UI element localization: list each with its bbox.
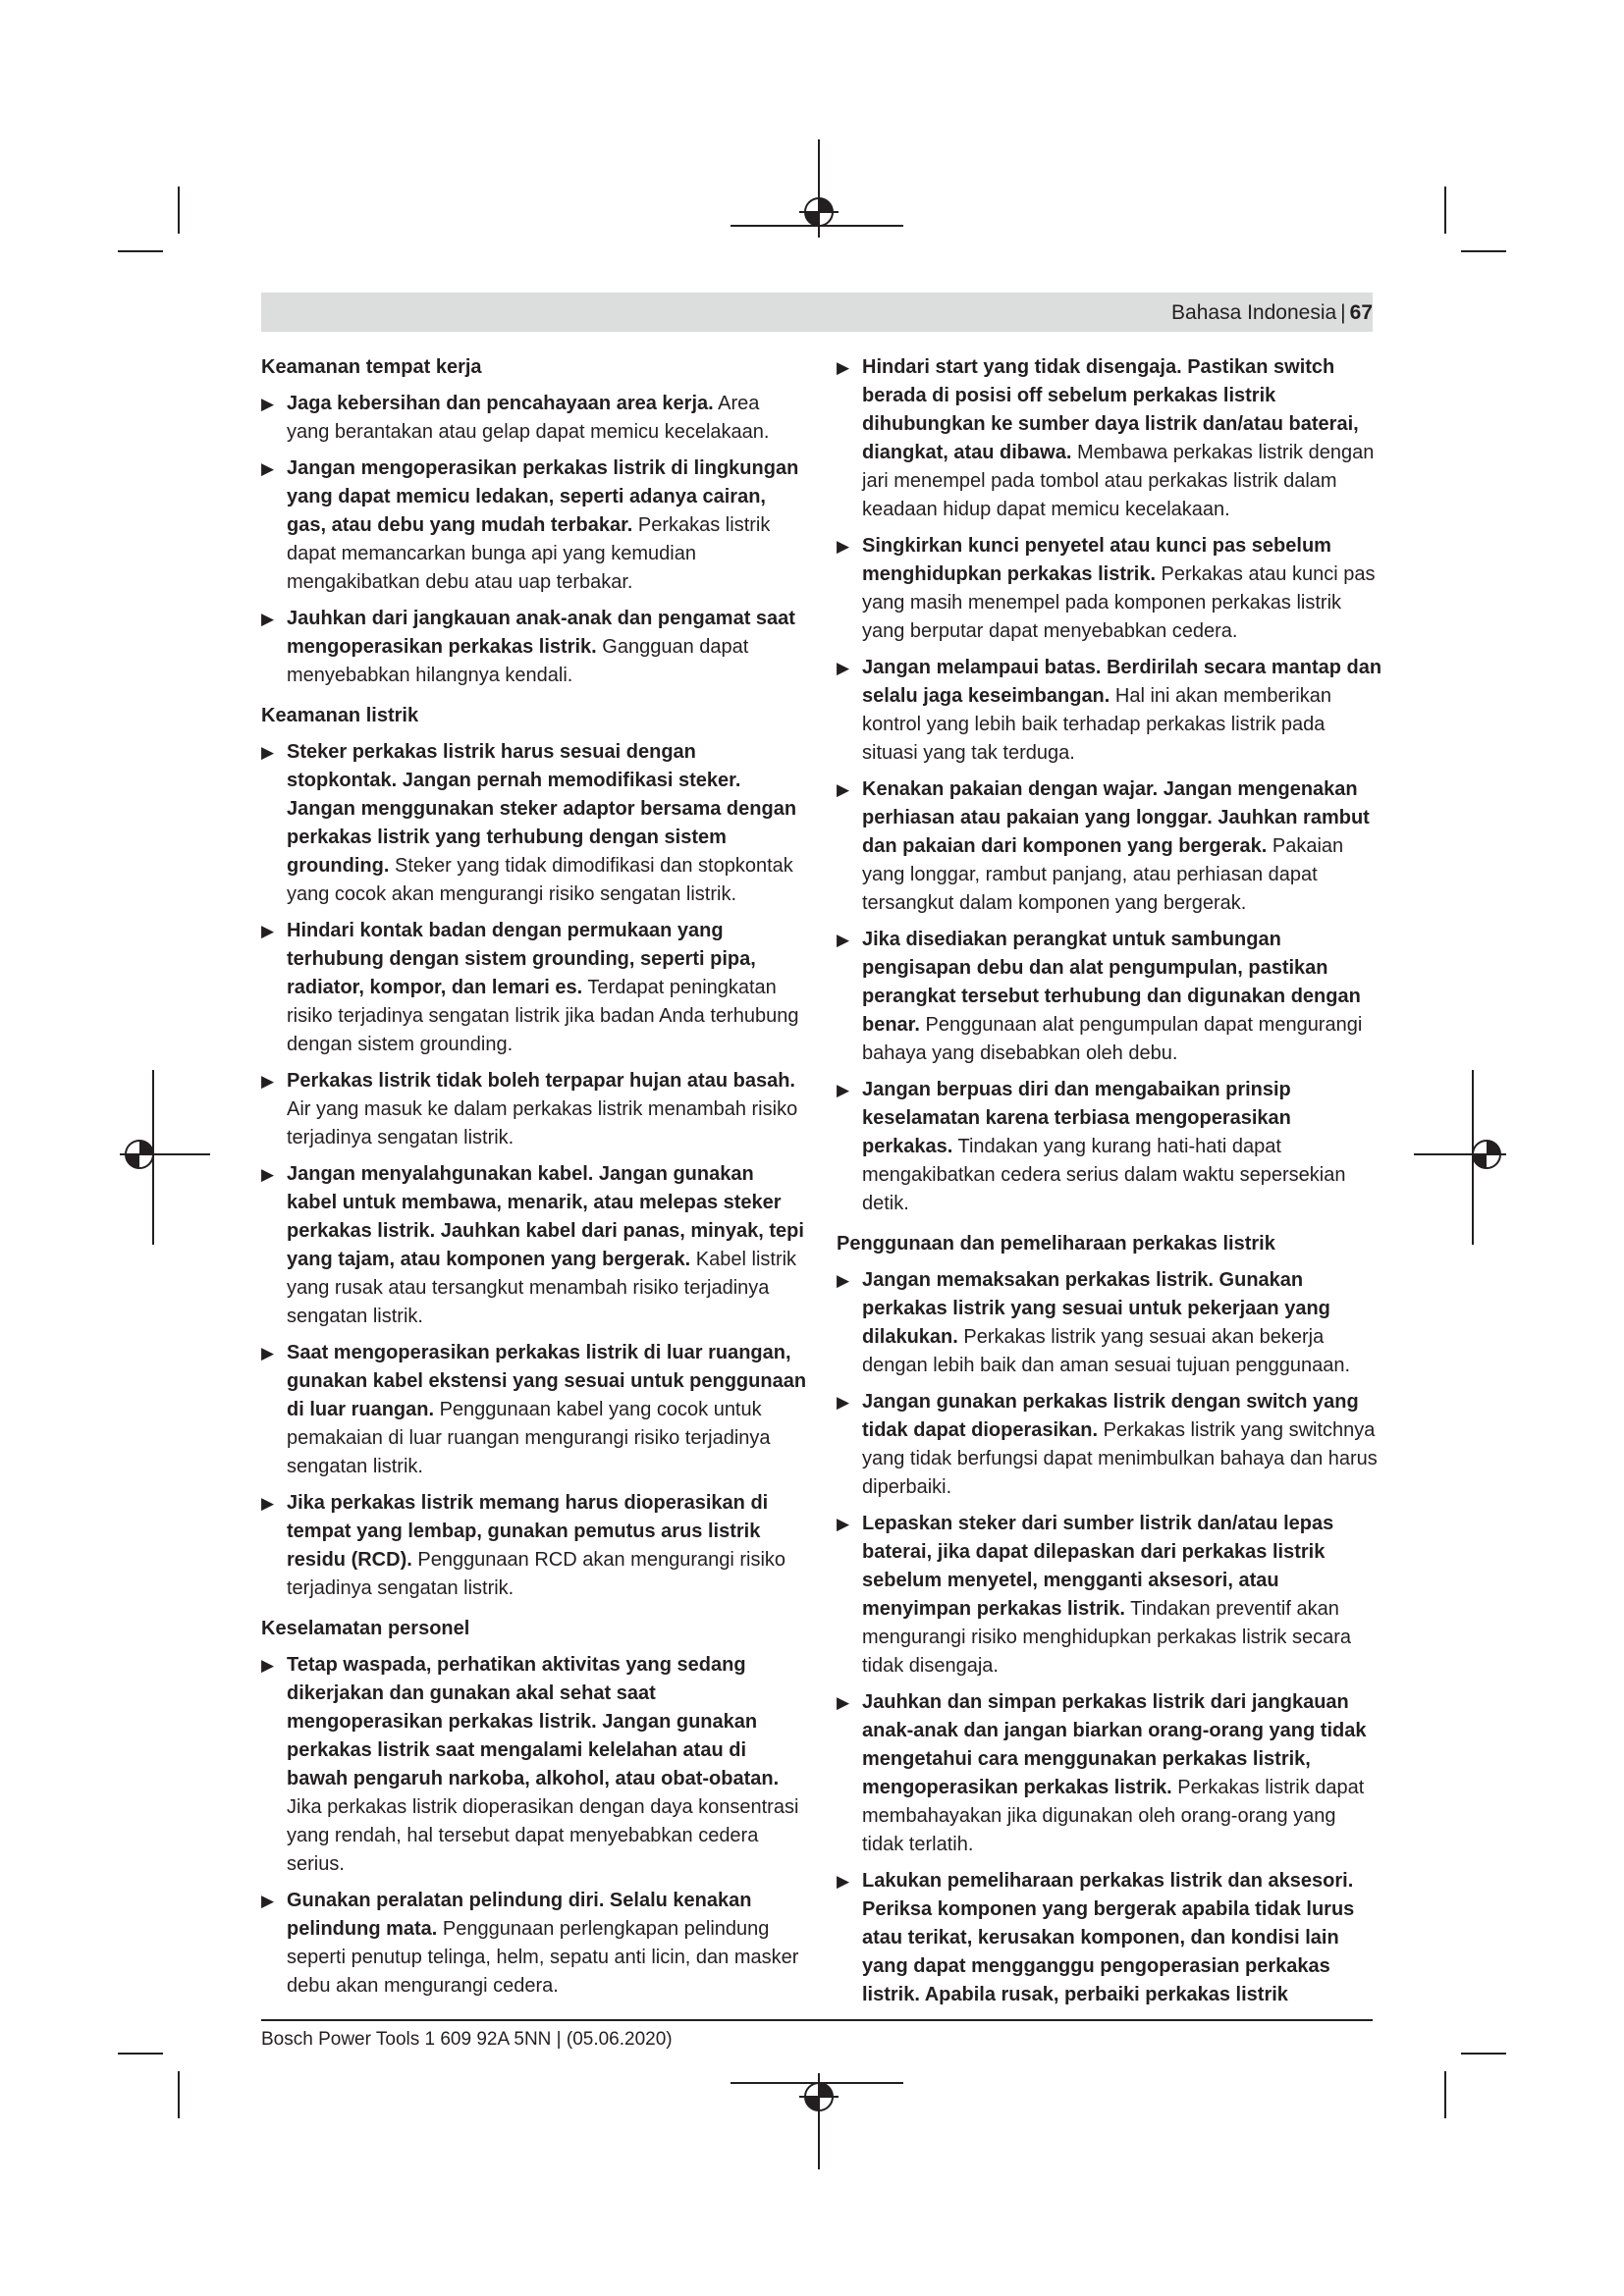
safety-instruction [837, 1266, 1382, 1380]
bullet-arrow-icon: ▶ [837, 1872, 850, 1891]
bullet-arrow-icon: ▶ [261, 1165, 275, 1184]
bullet-arrow-icon: ▶ [261, 1494, 275, 1513]
instruction-explanation-text: Tindakan yang kurang hati-hati dapat mengakibatkan cedera serius dalam waktu sepersekian detik. [862, 1136, 1346, 1214]
header-section-title: Bahasa Indonesia [1171, 301, 1337, 324]
safety-instruction [261, 1489, 807, 1603]
right-column [837, 353, 1382, 2017]
instruction-explanation-text: Pakaian yang longgar, rambut panjang, atau perhiasan dapat tersangkut dalam komponen yang bergerak. [862, 835, 1344, 914]
safety-instruction [837, 926, 1382, 1068]
bullet-arrow-icon: ▶ [837, 1393, 850, 1412]
safety-instruction [261, 1160, 807, 1331]
safety-instruction [261, 390, 807, 447]
instruction-bold-text: Jangan melampaui batas. Berdirilah secara mantap dan selalu jaga keseimbangan. [862, 657, 1382, 707]
instruction-bold-text: Jangan memaksakan perkakas listrik. Gunakan perkakas listrik yang sesuai untuk pekerjaan yang dilakukan. [862, 1269, 1330, 1348]
safety-instruction [837, 1076, 1382, 1218]
instruction-explanation-text: Perkakas listrik yang sesuai akan bekerja dengan lebih baik dan aman sesuai tujuan penggunaan. [862, 1326, 1351, 1376]
instruction-bold-text: Tetap waspada, perhatikan aktivitas yang sedang dikerjakan dan gunakan akal sehat saat mengoperasikan perkakas listrik. Jangan gunakan perkakas listrik saat mengalami kelelahan atau di bawah pengaruh narkoba, alkohol, atau obat-obatan. [287, 1654, 780, 1789]
instruction-explanation-text: Hal ini akan memberikan kontrol yang lebih baik terhadap perkakas listrik pada situasi yang tak terduga. [862, 685, 1331, 764]
instruction-explanation-text: Penggunaan kabel yang cocok untuk pemakaian di luar ruangan mengurangi risiko terjadinya sengatan listrik. [287, 1399, 771, 1477]
bullet-arrow-icon: ▶ [261, 1344, 275, 1362]
safety-instruction [261, 1887, 807, 2001]
bullet-arrow-icon: ▶ [837, 931, 850, 949]
section-heading: Keamanan listrik [261, 705, 419, 726]
instruction-explanation-text: Air yang masuk ke dalam perkakas listrik menambah risiko terjadinya sengatan listrik. [287, 1098, 798, 1148]
safety-instruction [837, 775, 1382, 918]
instruction-bold-text: Jika disediakan perangkat untuk sambungan pengisapan debu dan alat pengumpulan, pastikan perangkat tersebut terhubung dan digunakan dengan benar. [862, 929, 1361, 1036]
safety-instruction [261, 1339, 807, 1481]
safety-instruction [261, 1651, 807, 1879]
instruction-explanation-text: Perkakas atau kunci pas yang masih menempel pada komponen perkakas listrik yang berputar dapat menyebabkan cedera. [862, 563, 1376, 642]
instruction-explanation-text: Perkakas listrik dapat memancarkan bunga api yang kemudian mengakibatkan debu atau uap terbakar. [287, 514, 771, 593]
left-column [261, 353, 807, 2008]
instruction-bold-text: Kenakan pakaian dengan wajar. Jangan mengenakan perhiasan atau pakaian yang longgar. Jauhkan rambut dan pakaian dari komponen yang bergerak. [862, 778, 1370, 857]
instruction-bold-text: Jangan mengoperasikan perkakas listrik di lingkungan yang dapat memicu ledakan, seperti adanya cairan, gas, atau debu yang mudah terbakar. [287, 457, 799, 536]
bullet-arrow-icon: ▶ [837, 1271, 850, 1290]
section-heading: Penggunaan dan pemeliharaan perkakas listrik [837, 1233, 1275, 1255]
instruction-explanation-text: Membawa perkakas listrik dengan jari menempel pada tombol atau perkakas listrik dalam keadaan hidup dapat memicu kecelakaan. [862, 442, 1375, 520]
bullet-arrow-icon: ▶ [837, 659, 850, 677]
bullet-arrow-icon: ▶ [837, 1515, 850, 1533]
bullet-arrow-icon: ▶ [261, 610, 275, 628]
bullet-arrow-icon: ▶ [261, 1656, 275, 1675]
instruction-bold-text: Jauhkan dari jangkauan anak-anak dan pengamat saat mengoperasikan perkakas listrik. [287, 608, 795, 658]
instruction-bold-text: Jika perkakas listrik memang harus dioperasikan di tempat yang lembap, gunakan pemutus arus listrik residu (RCD). [287, 1492, 769, 1571]
instruction-explanation-text: Penggunaan RCD akan mengurangi risiko terjadinya sengatan listrik. [287, 1549, 786, 1599]
safety-instruction [837, 532, 1382, 646]
safety-instruction [261, 738, 807, 909]
bullet-arrow-icon: ▶ [837, 1081, 850, 1099]
safety-instruction [837, 1510, 1382, 1681]
safety-instruction [837, 1867, 1382, 2009]
instruction-bold-text: Gunakan peralatan pelindung diri. Selalu kenakan pelindung mata. [287, 1890, 752, 1940]
instruction-bold-text: Jauhkan dan simpan perkakas listrik dari jangkauan anak-anak dan jangan biarkan orang-orang yang tidak mengetahui cara menggunakan perkakas listrik, mengoperasikan perkakas listrik. [862, 1691, 1367, 1798]
instruction-bold-text: Jaga kebersihan dan pencahayaan area kerja. [287, 393, 714, 414]
instruction-bold-text: Jangan menyalahgunakan kabel. Jangan gunakan kabel untuk membawa, menarik, atau melepas steker perkakas listrik. Jauhkan kabel dari panas, minyak, tepi yang tajam, atau komponen yang bergerak. [287, 1163, 804, 1270]
section-heading: Keselamatan personel [261, 1618, 470, 1639]
safety-instruction [837, 654, 1382, 768]
instruction-bold-text: Steker perkakas listrik harus sesuai dengan stopkontak. Jangan pernah memodifikasi steker. Jangan menggunakan steker adaptor bersama dengan perkakas listrik yang terhubung dengan sistem grounding. [287, 741, 797, 877]
bullet-arrow-icon: ▶ [261, 743, 275, 762]
instruction-explanation-text: Jika perkakas listrik dioperasikan dengan daya konsentrasi yang rendah, hal tersebut dapat menyebabkan cedera serius. [287, 1796, 799, 1875]
page-number: 67 [1349, 301, 1373, 324]
instruction-explanation-text: Penggunaan perlengkapan pelindung seperti penutup telinga, helm, sepatu anti licin, dan masker debu akan mengurangi cedera. [287, 1918, 799, 1997]
bullet-arrow-icon: ▶ [261, 922, 275, 940]
instruction-bold-text: Saat mengoperasikan perkakas listrik di luar ruangan, gunakan kabel ekstensi yang sesuai untuk penggunaan di luar ruangan. [287, 1342, 807, 1420]
instruction-bold-text: Hindari start yang tidak disengaja. Pastikan switch berada di posisi off sebelum perkakas listrik dihubungkan ke sumber daya listrik dan/atau baterai, diangkat, atau dibawa. [862, 356, 1359, 463]
safety-instruction [837, 353, 1382, 524]
instruction-bold-text: Hindari kontak badan dengan permukaan yang terhubung dengan sistem grounding, seperti pipa, radiator, kompor, dan lemari es. [287, 920, 756, 998]
instruction-explanation-text: Area yang berantakan atau gelap dapat memicu kecelakaan. [287, 393, 770, 443]
safety-instruction [261, 605, 807, 690]
safety-instruction [261, 917, 807, 1059]
safety-instruction [261, 1067, 807, 1152]
instruction-explanation-text: Perkakas listrik dapat membahayakan jika digunakan oleh orang-orang yang tidak terlatih. [862, 1777, 1365, 1855]
bullet-arrow-icon: ▶ [837, 358, 850, 377]
bullet-arrow-icon: ▶ [261, 395, 275, 413]
footer-imprint: Bosch Power Tools 1 609 92A 5NN | (05.06.2020) [261, 2029, 673, 2050]
bullet-arrow-icon: ▶ [261, 1072, 275, 1091]
instruction-bold-text: Jangan gunakan perkakas listrik dengan switch yang tidak dapat dioperasikan. [862, 1391, 1359, 1441]
instruction-bold-text: Lepaskan steker dari sumber listrik dan/atau lepas baterai, jika dapat dilepaskan dari perkakas listrik sebelum menyetel, mengganti aksesori, atau menyimpan perkakas listrik. [862, 1513, 1334, 1620]
header-separator: | [1340, 301, 1346, 324]
safety-instruction [261, 454, 807, 597]
instruction-explanation-text: Tindakan preventif akan mengurangi risiko menghidupkan perkakas listrik secara tidak disengaja. [862, 1598, 1352, 1677]
running-header [1171, 300, 1373, 326]
instruction-explanation-text: Penggunaan alat pengumpulan dapat mengurangi bahaya yang disebabkan oleh debu. [862, 1014, 1363, 1064]
bullet-arrow-icon: ▶ [837, 537, 850, 556]
instruction-bold-text: Perkakas listrik tidak boleh terpapar hujan atau basah. [287, 1070, 795, 1092]
instruction-explanation-text: Terdapat peningkatan risiko terjadinya sengatan listrik jika badan Anda terhubung dengan sistem grounding. [287, 977, 799, 1055]
safety-instruction [837, 1388, 1382, 1502]
footer-rule [261, 2019, 1373, 2021]
section-heading: Keamanan tempat kerja [261, 356, 482, 378]
instruction-explanation-text: Perkakas listrik yang switchnya yang tidak berfungsi dapat menimbulkan bahaya dan harus diperbaiki. [862, 1419, 1378, 1498]
instruction-explanation-text: Kabel listrik yang rusak atau tersangkut menambah risiko terjadinya sengatan listrik. [287, 1249, 797, 1327]
instruction-bold-text: Singkirkan kunci penyetel atau kunci pas sebelum menghidupkan perkakas listrik. [862, 535, 1331, 585]
instruction-bold-text: Lakukan pemeliharaan perkakas listrik dan aksesori. Periksa komponen yang bergerak apabila tidak lurus atau terikat, kerusakan komponen, dan kondisi lain yang dapat mengganggu pengoperasian perkakas listrik. Apabila rusak, perbaiki perkakas listrik [862, 1870, 1355, 2005]
instruction-explanation-text: Steker yang tidak dimodifikasi dan stopkontak yang cocok akan mengurangi risiko sengatan listrik. [287, 855, 793, 905]
bullet-arrow-icon: ▶ [261, 459, 275, 478]
bullet-arrow-icon: ▶ [837, 1693, 850, 1712]
instruction-explanation-text: Gangguan dapat menyebabkan hilangnya kendali. [287, 636, 749, 686]
bullet-arrow-icon: ▶ [837, 780, 850, 799]
instruction-bold-text: Jangan berpuas diri dan mengabaikan prinsip keselamatan karena terbiasa mengoperasikan perkakas. [862, 1079, 1291, 1157]
safety-instruction [837, 1688, 1382, 1859]
bullet-arrow-icon: ▶ [261, 1892, 275, 1910]
